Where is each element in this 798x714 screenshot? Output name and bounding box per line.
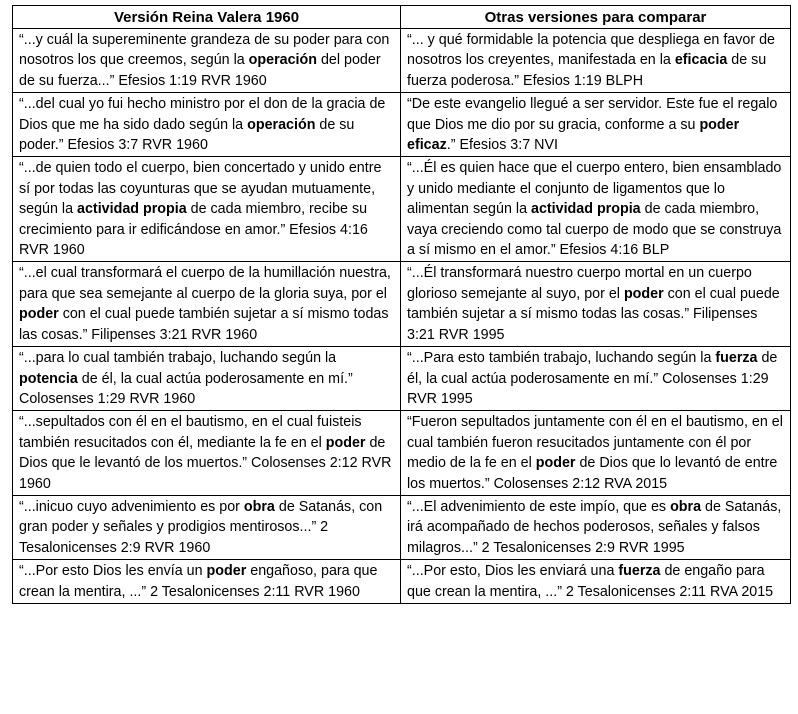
verse-text: “...Por esto, Dios les enviará una <box>407 563 619 580</box>
rvr1960-cell <box>13 262 401 347</box>
verse-text: de él, la cual actúa poderosamente en mí.” Colosenses 1:29 RVR 1960 <box>19 370 353 407</box>
rvr1960-cell <box>13 347 401 411</box>
highlighted-term: poder <box>325 434 366 451</box>
verse-text: de Dios que le levantó de los muertos.” Colosenses 2:12 RVR 1960 <box>19 434 392 492</box>
verse-text: “De este evangelio llegué a ser servidor. Este fue el regalo que Dios me dio por su gracia, conforme a su <box>407 96 778 133</box>
verse-text: engañoso, para que crean la mentira, ...” 2 Tesalonicenses 2:11 RVR 1960 <box>19 563 378 600</box>
comparison-cell <box>401 262 791 347</box>
verse-text: “...sepultados con él en el bautismo, en el cual fuisteis también resucitados con él, mediante la fe en el <box>19 414 362 451</box>
comparison-cell <box>401 411 791 496</box>
highlighted-term: poder <box>19 306 59 323</box>
highlighted-term: poder <box>206 563 247 580</box>
highlighted-term: actividad propia <box>531 201 641 218</box>
table-row <box>13 93 791 157</box>
verse-text: “...del cual yo fui hecho ministro por el don de la gracia de Dios que me ha sido dado según la <box>19 96 386 133</box>
highlighted-term: actividad propia <box>77 201 187 218</box>
verse-text: “...de quien todo el cuerpo, bien concertado y unido entre sí por todas las coyunturas que se ayudan mutuamente, según la <box>19 160 382 218</box>
table-row <box>13 495 791 559</box>
table-row <box>13 262 791 347</box>
highlighted-term: operación <box>248 52 317 69</box>
table-row <box>13 157 791 262</box>
highlighted-term: eficacia <box>674 52 728 69</box>
comparison-cell <box>401 93 791 157</box>
comparison-cell <box>401 495 791 559</box>
verse-text: “...Por esto Dios les envía un <box>19 563 207 580</box>
highlighted-term: obra <box>243 498 275 515</box>
highlighted-term: obra <box>670 498 702 515</box>
comparison-cell <box>401 560 791 604</box>
rvr1960-cell <box>13 411 401 496</box>
verse-text: “...inicuo cuyo advenimiento es por <box>19 498 244 515</box>
table-row <box>13 347 791 411</box>
highlighted-term: fuerza <box>715 350 758 367</box>
verse-text: .” Efesios 3:7 NVI <box>446 137 558 154</box>
header-reina-valera-1960: Versión Reina Valera 1960 <box>13 6 401 29</box>
verse-text: con el cual puede también sujetar a sí mismo todas las cosas.” Filipenses 3:21 RVR 1995 <box>407 285 780 343</box>
comparison-cell <box>401 29 791 93</box>
rvr1960-cell <box>13 560 401 604</box>
verse-text: de él, la cual actúa poderosamente en mí.” Colosenses 1:29 RVR 1995 <box>407 350 778 407</box>
verse-text: “Fueron sepultados juntamente con él en el bautismo, en el cual también fueron resucitados juntamente con él por medio de la fe en el <box>407 414 783 472</box>
verse-text: de engaño para que crean la mentira, ...” 2 Tesalonicenses 2:11 RVA 2015 <box>407 563 774 600</box>
comparison-cell <box>401 157 791 262</box>
verse-text: “...Él transformará nuestro cuerpo mortal en un cuerpo glorioso semejante al suyo, por el <box>407 265 752 302</box>
comparison-table <box>12 5 791 604</box>
table-row <box>13 560 791 604</box>
verse-text: “...Para esto también trabajo, luchando según la <box>407 350 716 367</box>
verse-text: de Satanás, con gran poder y señales y prodigios mentirosos...” 2 Tesalonicenses 2:9 RVR 1960 <box>19 498 383 556</box>
verse-text: del poder de su fuerza...” Efesios 1:19 RVR 1960 <box>19 52 381 89</box>
verse-text: “... y qué formidable la potencia que despliega en favor de nosotros los creyentes, manifestada en la <box>407 32 775 69</box>
table-row <box>13 29 791 93</box>
table-row <box>13 411 791 496</box>
header-row <box>13 6 791 29</box>
verse-text: “...Él es quien hace que el cuerpo entero, bien ensamblado y unido mediante el conjunto de ligamentos que lo alimentan según la <box>407 160 782 218</box>
rvr1960-cell <box>13 29 401 93</box>
verse-text: con el cual puede también sujetar a sí mismo todas las cosas.” Filipenses 3:21 RVR 1960 <box>19 306 389 343</box>
highlighted-term: potencia <box>19 370 78 387</box>
verse-text: “...El advenimiento de este impío, que es <box>407 498 671 515</box>
rvr1960-cell <box>13 495 401 559</box>
verse-text: “...el cual transformará el cuerpo de la humillación nuestra, para que sea semejante al cuerpo de la gloria suya, por el <box>19 265 391 302</box>
verse-text: de Dios que lo levantó de entre los muertos.” Colosenses 2:12 RVA 2015 <box>407 455 778 492</box>
verse-text: “...y cuál la supereminente grandeza de su poder para con nosotros los que creemos, según la <box>19 32 390 69</box>
highlighted-term: poder <box>623 285 664 302</box>
rvr1960-cell <box>13 157 401 262</box>
comparison-cell <box>401 347 791 411</box>
highlighted-term: fuerza <box>618 563 661 580</box>
verse-text: de su fuerza poderosa.” Efesios 1:19 BLPH <box>407 52 767 89</box>
rvr1960-cell <box>13 93 401 157</box>
verse-text: de cada miembro, recibe su crecimiento para ir edificándose en amor.” Efesios 4:16 RVR 1960 <box>19 201 368 259</box>
verse-text: de su poder.” Efesios 3:7 RVR 1960 <box>19 116 355 154</box>
header-other-versions: Otras versiones para comparar <box>401 6 791 29</box>
verse-text: de Satanás, irá acompañado de hechos poderosos, señales y falsos milagros...” 2 Tesalonicenses 2:9 RVR 1995 <box>407 498 782 556</box>
highlighted-term: poder eficaz <box>407 116 740 154</box>
highlighted-term: operación <box>247 116 316 133</box>
verse-text: de cada miembro, vaya creciendo como tal cuerpo de modo que se construya a sí mismo en el amor.” Efesios 4:16 BLP <box>407 201 782 259</box>
verse-text: “...para lo cual también trabajo, luchando según la <box>19 350 337 367</box>
highlighted-term: poder <box>535 455 576 472</box>
